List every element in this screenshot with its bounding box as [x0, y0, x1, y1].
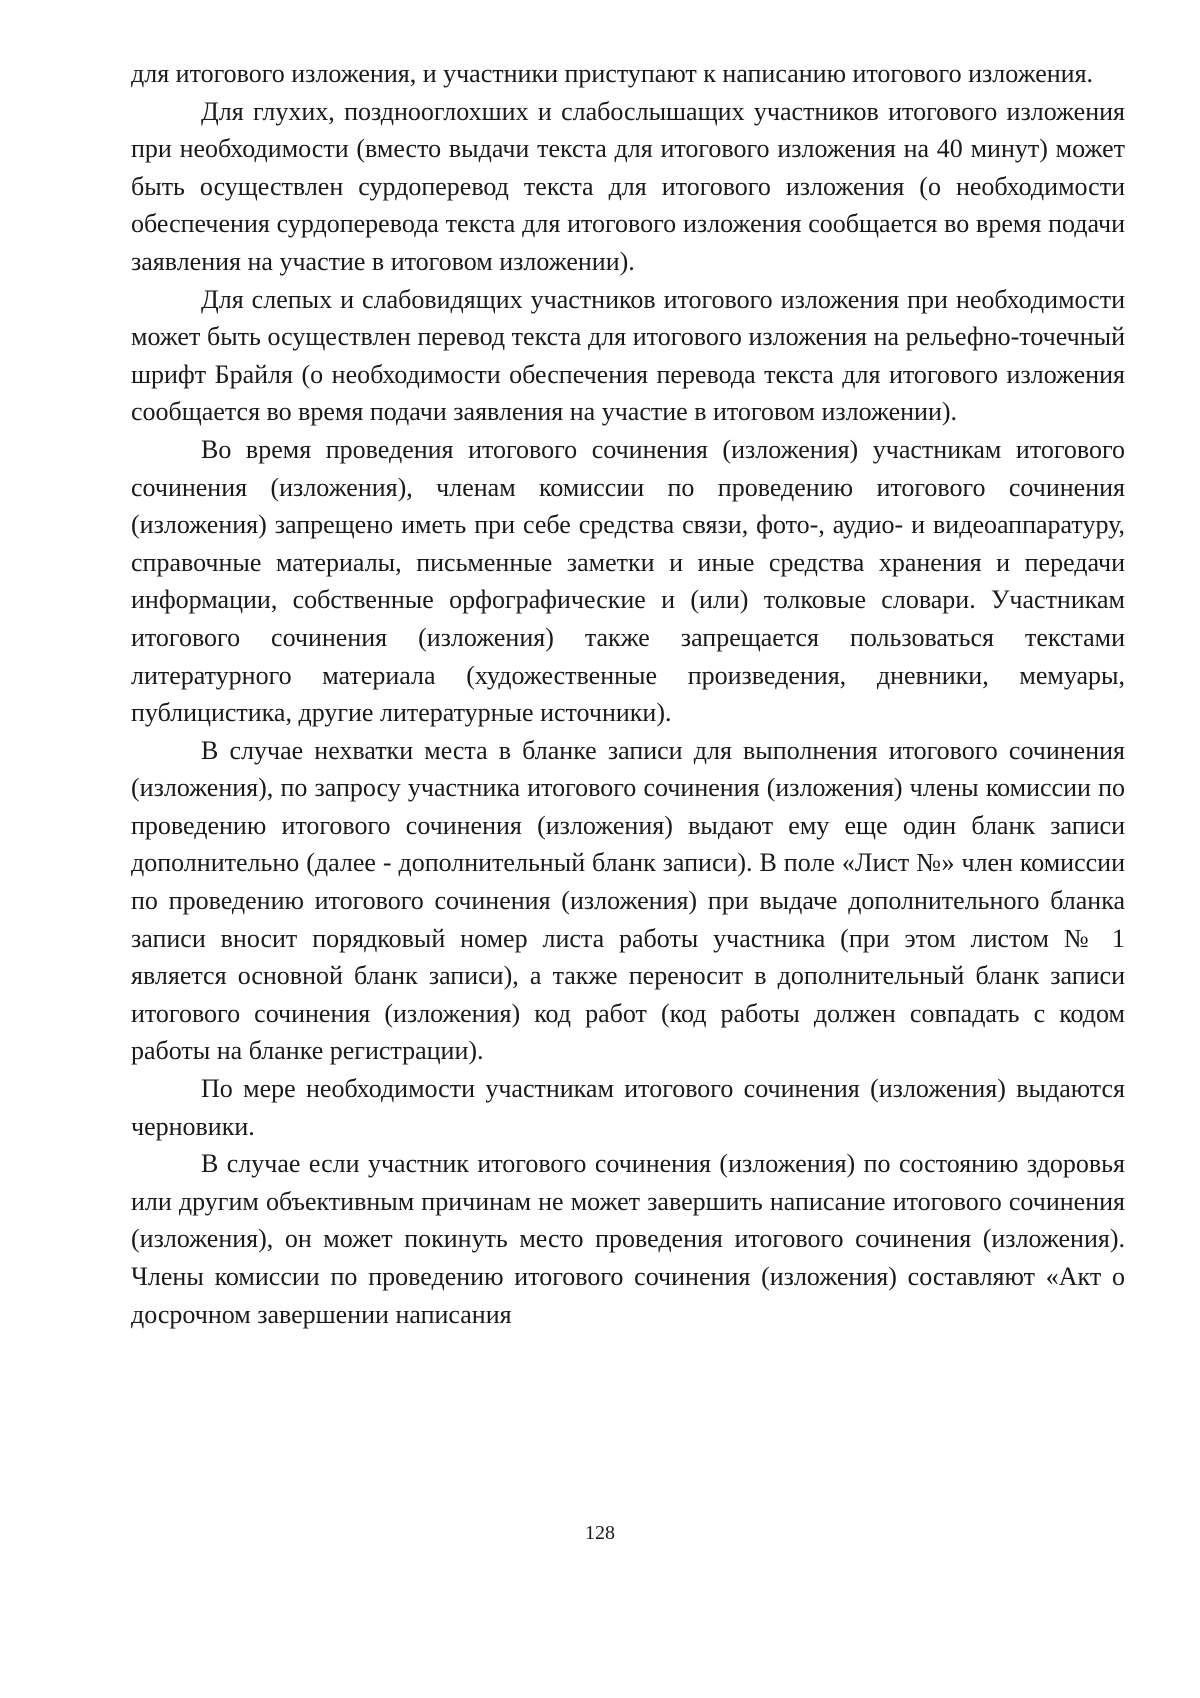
- paragraph-blind-participants: Для слепых и слабовидящих участников итогового изложения при необходимости может быть осуществлен перевод текста для итогового изложения на рельефно-точечный шрифт Брайля (о необходимости обеспечения перевода текста для итогового изложения сообщается во время подачи заявления на участие в итоговом изложении).: [131, 284, 1125, 427]
- paragraph-drafts: По мере необходимости участникам итогового сочинения (изложения) выдаются черновики.: [131, 1074, 1125, 1141]
- paragraph-continuation: для итогового изложения, и участники приступают к написанию итогового изложения.: [131, 59, 1094, 88]
- paragraph-deaf-participants: Для глухих, позднооглохших и слабослышащих участников итогового изложения при необходимости (вместо выдачи текста для итогового изложения на 40 минут) может быть осуществлен сурдоперевод текста для итогового изложения (о необходимости обеспечения сурдоперевода текста для итогового изложения сообщается во время подачи заявления на участие в итоговом изложении).: [131, 96, 1125, 276]
- page-number: 128: [585, 1522, 615, 1544]
- body-text: [131, 55, 1125, 1333]
- paragraph-prohibited-items: Во время проведения итогового сочинения (изложения) участникам итогового сочинения (изложения), членам комиссии по проведению итогового сочинения (изложения) запрещено иметь при себе средства связи, фото-, аудио- и видеоаппаратуру, справочные материалы, письменные заметки и иные средства хранения и передачи информации, собственные орфографические и (или) толковые словари. Участникам итогового сочинения (изложения) также запрещается пользоваться текстами литературного материала (художественные произведения, дневники, мемуары, публицистика, другие литературные источники).: [131, 434, 1125, 728]
- paragraph-additional-form: В случае нехватки места в бланке записи для выполнения итогового сочинения (изложения), по запросу участника итогового сочинения (изложения) члены комиссии по проведению итогового сочинения (изложения) выдают ему еще один бланк записи дополнительно (далее - дополнительный бланк записи). В поле «Лист №» член комиссии по проведению итогового сочинения (изложения) при выдаче дополнительного бланка записи вносит порядковый номер листа работы участника (при этом листом № 1 является основной бланк записи), а также переносит в дополнительный бланк записи итогового сочинения (изложения) код работ (код работы должен совпадать с кодом работы на бланке регистрации).: [131, 735, 1125, 1066]
- paragraph-early-completion: В случае если участник итогового сочинения (изложения) по состоянию здоровья или другим объективным причинам не может завершить написание итогового сочинения (изложения), он может покинуть место проведения итогового сочинения (изложения). Члены комиссии по проведению итогового сочинения (изложения) составляют «Акт о досрочном завершении написания: [131, 1149, 1125, 1329]
